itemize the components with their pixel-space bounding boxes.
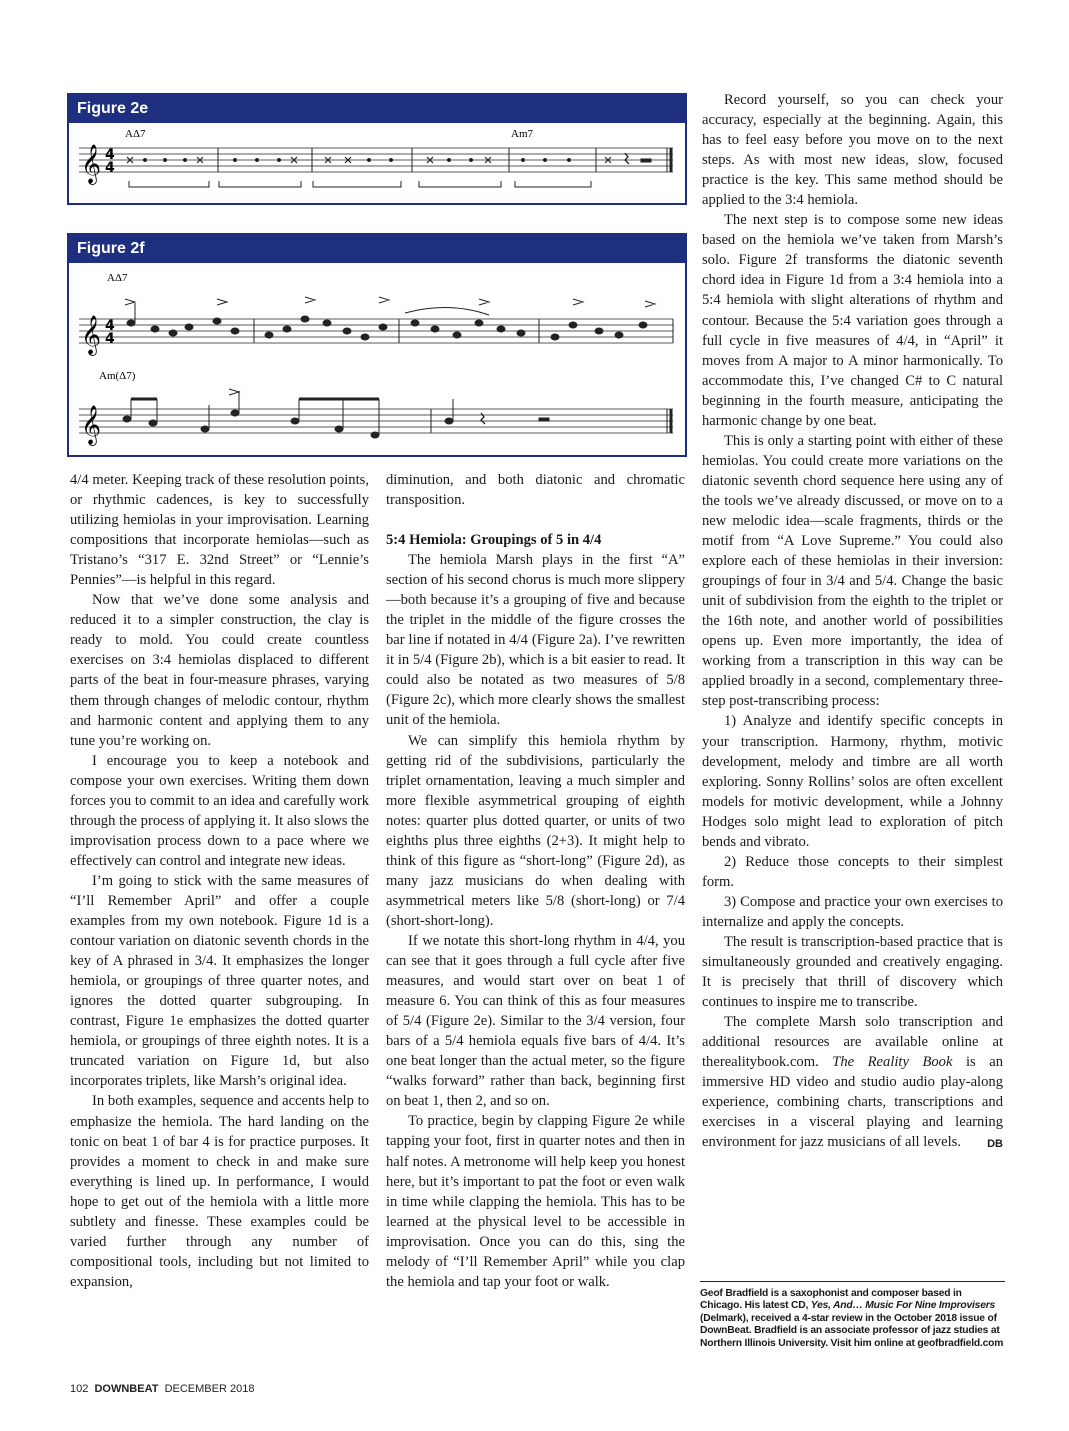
bio-text: Geof Bradfield is a saxophonist and composer based in Chicago. His latest CD, (700, 1288, 962, 1312)
paragraph: In both examples, sequence and accents help to emphasize the hemiola. The hard landing on the tonic on beat 1 of bar 4 is for practice purposes. It provides a moment to check in and make sure everything is lined up. In performance, I would hope to get out of the hemiola with a little more subtlety and finesse. These examples could be varied further through any number of compositional tools, including but not limited to expansion, (70, 1093, 369, 1290)
album-title: Yes, And… Music For Nine Improvisers (810, 1300, 996, 1312)
figure-2e (67, 93, 687, 205)
treble-clef-icon: 𝄞 (81, 315, 102, 355)
staff-1-lines (79, 319, 673, 343)
paragraph: I encourage you to keep a notebook and compose your own exercises. Writing them down forces you to commit to an idea and carefully work through the process of applying it. It also slows the improvisation process down to a pace where we effectively can control and integrate new ideas. (70, 752, 369, 869)
paragraph: Now that we’ve done some analysis and reduced it to a simpler construction, the clay is ready to mold. You could create countless exercises on 3:4 hemiolas displaced to different parts of the beat in four-measure phrases, varying them through changes of melodic contour, rhythm and harmonic content and applying them to any tune you’re working on. (70, 592, 369, 749)
paragraph: 4/4 meter. Keeping track of these resolution points, or rhythmic cadences, is key to successfully utilizing hemiolas in your improvisation. Learning compositions that incorporate hemiolas—such as Tristano’s “317 E. 32nd Street” or “Lennie’s Pennies”—is helpful in this regard. (70, 472, 369, 589)
paragraph: I’m going to stick with the same measures of “I’ll Remember April” and offer a couple examples from my own notebook. Figure 1d is a contour variation on diatonic seventh chords in the key of A phrased in 3/4. It emphasizes the longer hemiola, or groupings of three quarter notes, and ignores the dotted quarter subgrouping. In contrast, Figure 1e emphasizes the dotted quarter hemiola, or groupings of three eighth notes. It is a truncated variation on Figure 1d, but also incorporates triplets, like Marsh’s original idea. (70, 872, 369, 1090)
paragraph: We can simplify this hemiola rhythm by getting rid of the subdivisions, particularly the triplet ornamentation, leaving a much simpler and more flexible asymmetrical grouping of eighth notes: quarter plus dotted quarter, or units of two eighths plus three eighths (2+3). It might help to think of this figure as “short-long” (Figure 2d), as many jazz musicians do when dealing with asymmetrical meters like 5/8 (short-long) or 7/4 (short-short-long). (386, 732, 685, 929)
figure-2e-notation (69, 123, 685, 203)
magazine-name: DOWNBEAT (94, 1383, 159, 1395)
paragraph: 2) Reduce those concepts to their simplest form. (702, 853, 1003, 890)
figure-2f (67, 233, 687, 457)
paragraph-text: The complete Marsh solo transcription and additional resources are available online at therealitybook.com. (702, 1014, 1003, 1071)
chord-symbol-am-maj7: Am(Δ7) (99, 370, 136, 382)
rhythm-notes (127, 153, 651, 164)
figure-2f-title: Figure 2f (69, 235, 685, 263)
figure-2e-title: Figure 2e (69, 95, 685, 123)
staff-lines (79, 148, 673, 172)
staff-2-notes (123, 389, 549, 438)
page-number: 102 (70, 1383, 89, 1395)
chord-symbol-a-maj7: AΔ7 (125, 128, 146, 140)
paragraph: The result is transcription-based practice that is simultaneously grounded and creatively engaging. It is precisely that thrill of discovery which continues to inspire me to transcribe. (702, 933, 1003, 1011)
end-mark: DB (987, 1138, 1003, 1151)
paragraph-text: is an immersive HD video and studio audio play-along experience, combining charts, transcriptions and exercises in a visceral playing and learning environment for jazz musicians of all levels. (702, 1054, 1003, 1151)
article-column-2 (386, 470, 685, 1292)
bio-text: (Delmark), received a 4-star review in the October 2018 issue of DownBeat. Bradfield is an associate professor of jazz studies at Northern Illinois University. Visit him online at geofbradfield.com (700, 1312, 1004, 1349)
paragraph: The next step is to compose some new ideas based on the hemiola we’ve taken from Marsh’s solo. Figure 2f transforms the diatonic seventh chord idea in Figure 1d from a 3:4 hemiola into a 5:4 hemiola with slight alterations of rhythm and contour. Because the 5:4 variation goes through a full cycle in five measures of 4/4, in “April” it moves from A major to A minor harmonically. To accommodate this, I’ve changed C# to C natural beginning in the fourth measure, anticipating the harmonic change by one beat. (702, 212, 1003, 429)
book-title: The Reality Book (832, 1054, 953, 1071)
article-column-3 (702, 90, 1003, 1154)
paragraph: 3) Compose and practice your own exercises to internalize and apply the concepts. (702, 893, 1003, 930)
figure-2f-notation (69, 263, 685, 455)
time-sig-bottom: 4 (105, 160, 115, 176)
paragraph: The hemiola Marsh plays in the first “A” section of his second chorus is much more slippery—both because it’s a grouping of five and because the triplet in the middle of the figure crosses the bar line if notated in 4/4 (Figure 2a). I’ve rewritten it in 5/4 (Figure 2b), which is a bit easier to read. It could also be notated as two measures of 5/8 (Figure 2c), which more clearly shows the smallest unit of the hemiola. (386, 552, 685, 729)
time-sig-top: 4 (105, 318, 115, 334)
paragraph: Record yourself, so you can check your accuracy, especially at the beginning. Again, this has to feel easy before you move on to the next steps. As with most new ideas, slow, focused practice is the key. This same method should be applied to the 3:4 hemiola. (702, 92, 1003, 209)
staff-1-notes (125, 297, 655, 340)
paragraph: 1) Analyze and identify specific concepts in your transcription. Harmony, rhythm, motivic development, melody and timbre are all worth exploring. Sonny Rollins’ solos are often excellent models for motivic development, while a Johnny Hodges solo might lead to exploration of pitch bends and vibrato. (702, 713, 1003, 850)
treble-clef-icon-2: 𝄞 (81, 405, 102, 445)
grouping-brackets (129, 181, 591, 187)
staff-2-lines (79, 409, 673, 433)
paragraph (702, 1012, 1003, 1152)
issue-date: DECEMBER 2018 (164, 1383, 255, 1395)
page-footer (70, 1383, 254, 1395)
paragraph: To practice, begin by clapping Figure 2e while tapping your foot, first in quarter notes and then in half notes. A metronome will help keep you honest here, but it’s important to pat the foot or even walk in time while clapping the hemiola. This has to be learned at the physical level to be accessible in improvisation. Once you can do this, sing the melody of “I’ll Remember April” while you clap the hemiola and tap your foot or walk. (386, 1113, 685, 1290)
section-heading: 5:4 Hemiola: Groupings of 5 in 4/4 (386, 532, 602, 549)
chord-symbol-am7: Am7 (511, 128, 533, 140)
paragraph: If we notate this short-long rhythm in 4/4, you can see that it goes through a full cycle after five measures, and would start over on beat 1 of measure 6. You can think of this as four measures of 5/4 (Figure 2e). Similar to the 3/4 version, four bars of a 5/4 hemiola equals five bars of 4/4. It’s one beat longer than the actual meter, so the figure “walks forward” rather than back, beginning first on beat 1, then 2, and so on. (386, 932, 685, 1110)
author-bio (700, 1281, 1005, 1350)
paragraph: This is only a starting point with either of these hemiolas. You could create more variations on the diatonic seventh chord sequence here using any of the tools we’ve already discussed, or move on to a new melodic idea—scale fragments, thirds or the motif from “A Love Supreme.” You could also explore each of these hemiolas in their inversion: groupings of four in 3/4 and 5/4. Change the basic unit of subdivision from the eighth to the triplet or the 16th note, and another world of possibilities opens up. Even more importantly, the idea of working from a transcription in this way can be applied broadly in a second, complementary three-step post-transcribing process: (702, 432, 1003, 710)
time-sig-top: 4 (105, 147, 115, 163)
chord-symbol-a-maj7: AΔ7 (107, 272, 128, 284)
treble-clef-icon: 𝄞 (81, 144, 102, 184)
paragraph: diminution, and both diatonic and chromatic transposition. (386, 472, 685, 509)
article-column-1 (70, 470, 369, 1292)
time-sig-bottom: 4 (105, 331, 115, 347)
